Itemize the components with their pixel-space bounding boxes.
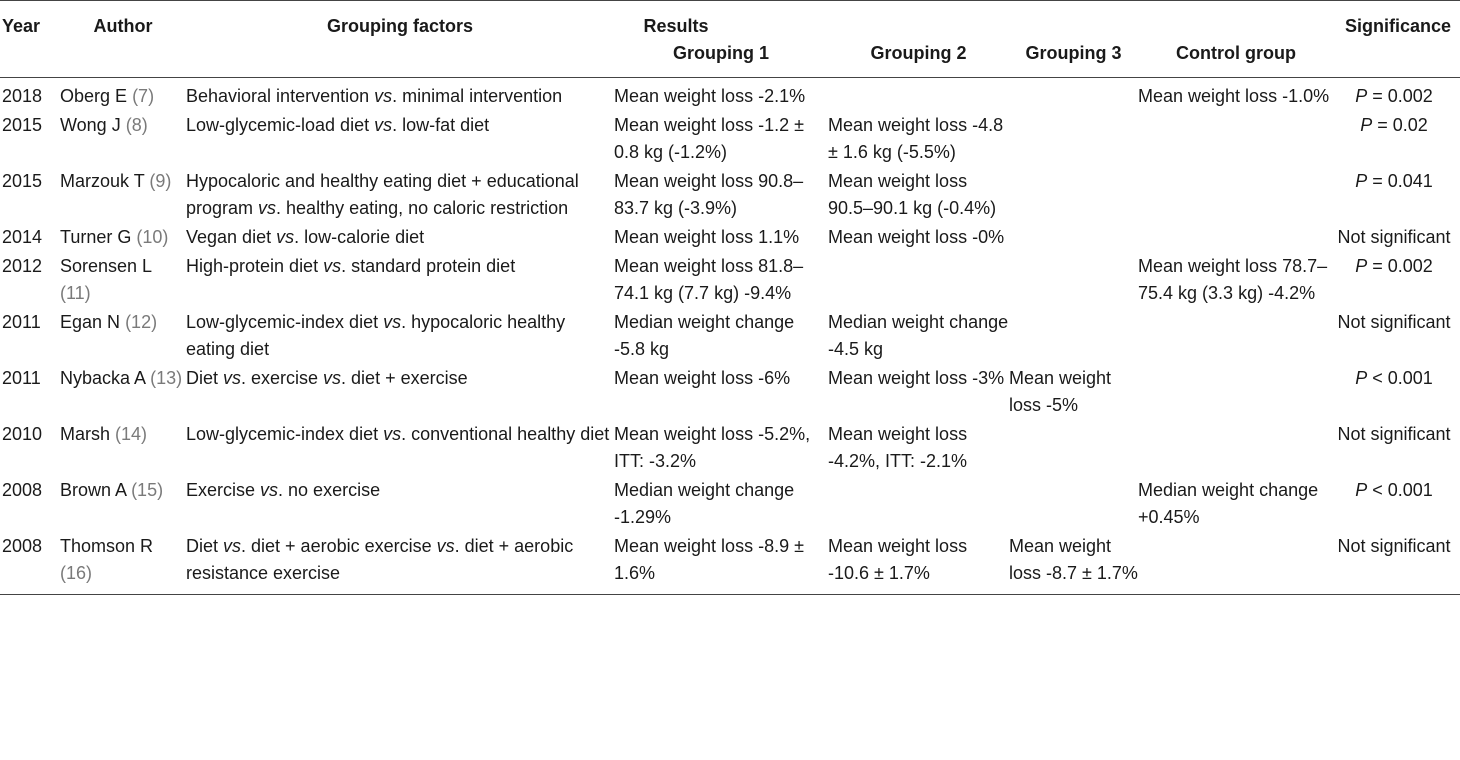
- cell-year: 2008: [0, 531, 60, 595]
- reference-link[interactable]: (11): [60, 283, 91, 303]
- cell-grouping1: Mean weight loss -2.1%: [614, 86, 806, 106]
- header-results: Results: [643, 16, 709, 36]
- factor-text: . diet + exercise: [341, 368, 468, 388]
- cell-control: [1138, 307, 1334, 363]
- cell-grouping3: [1009, 419, 1138, 475]
- cell-grouping3: [1009, 307, 1138, 363]
- table-row: [0, 419, 1460, 475]
- cell-grouping3: [1009, 166, 1138, 222]
- table-row: [0, 78, 1460, 111]
- cell-grouping-factors: [186, 363, 614, 419]
- cell-author: [60, 78, 186, 111]
- cell-significance: [1334, 531, 1460, 595]
- cell-grouping2: [828, 78, 1009, 111]
- header-year: Year: [0, 1, 60, 78]
- cell-grouping2: Mean weight loss -10.6 ± 1.7%: [828, 531, 1009, 595]
- vs-text: vs: [223, 368, 242, 388]
- cell-significance: [1334, 222, 1460, 251]
- cell-significance: [1334, 363, 1460, 419]
- p-symbol: P: [1355, 368, 1368, 388]
- cell-significance: [1334, 307, 1460, 363]
- cell-grouping2: Median weight change -4.5 kg: [828, 312, 1009, 359]
- header-control-label: Control group: [1176, 43, 1296, 63]
- cell-year: 2014: [2, 227, 43, 247]
- cell-grouping1: Mean weight loss -8.9 ± 1.6%: [614, 531, 828, 595]
- table-row: [0, 307, 1460, 363]
- factor-text: . exercise: [241, 368, 324, 388]
- p-symbol: P: [1355, 256, 1368, 276]
- cell-grouping3: Mean weight loss -8.7 ± 1.7%: [1009, 531, 1138, 595]
- cell-significance: [1334, 475, 1460, 531]
- reference-link[interactable]: (7): [132, 86, 155, 106]
- vs-text: vs: [258, 198, 277, 218]
- table-row: [0, 531, 1460, 595]
- cell-significance: [1334, 419, 1460, 475]
- cell-author: [60, 110, 186, 166]
- header-grouping2: [828, 1, 1009, 78]
- cell-grouping3: [1009, 78, 1138, 111]
- p-symbol: P: [1360, 115, 1373, 135]
- cell-grouping-factors: [186, 251, 614, 307]
- header-grouping1-label: Grouping 1: [673, 43, 769, 63]
- header-grouping-factors: Grouping factors: [186, 1, 614, 78]
- reference-link[interactable]: (10): [136, 227, 169, 247]
- reference-link[interactable]: (9): [149, 171, 172, 191]
- significance-value: < 0.001: [1367, 368, 1433, 388]
- factor-text: . diet + aerobic resistance exercise: [186, 536, 574, 583]
- cell-author: [60, 531, 186, 595]
- cell-grouping1: Mean weight loss -5.2%, ITT: -3.2%: [614, 424, 811, 471]
- factor-text: Hypocaloric and healthy eating diet + educational program: [186, 171, 579, 218]
- significance-value: Not significant: [1337, 424, 1451, 444]
- cell-grouping1: Mean weight loss -1.2 ± 0.8 kg (-1.2%): [614, 115, 804, 162]
- vs-text: vs: [223, 536, 242, 556]
- cell-grouping3: [1009, 251, 1138, 307]
- cell-author: [60, 363, 186, 419]
- author-name: Turner G: [60, 227, 132, 247]
- factor-text: . low-fat diet: [392, 115, 490, 135]
- cell-significance: [1334, 110, 1460, 166]
- factor-text: Low-glycemic-load diet: [186, 115, 375, 135]
- table-row: [0, 363, 1460, 419]
- header-grouping3: [1009, 1, 1138, 78]
- significance-value: Not significant: [1337, 536, 1451, 556]
- factor-text: . low-calorie diet: [294, 227, 425, 247]
- vs-text: vs: [374, 86, 393, 106]
- reference-link[interactable]: (8): [125, 115, 148, 135]
- cell-grouping2: Mean weight loss -4.2%, ITT: -2.1%: [828, 424, 968, 471]
- cell-grouping2: Mean weight loss -3%: [828, 368, 1005, 388]
- cell-author: [60, 222, 186, 251]
- table-row: [0, 166, 1460, 222]
- factor-text: . healthy eating, no caloric restriction: [276, 198, 569, 218]
- cell-grouping2: [828, 475, 1009, 531]
- cell-year: 2010: [2, 424, 43, 444]
- header-row: [0, 1, 1460, 78]
- p-symbol: P: [1355, 86, 1368, 106]
- author-name: Nybacka A: [60, 368, 146, 388]
- table-row: [0, 251, 1460, 307]
- vs-text: vs: [276, 227, 295, 247]
- reference-link[interactable]: (12): [125, 312, 158, 332]
- cell-grouping1: Mean weight loss 81.8–74.1 kg (7.7 kg) -9.4%: [614, 256, 804, 303]
- author-name: Wong J: [60, 115, 121, 135]
- cell-grouping2: [828, 251, 1009, 307]
- cell-grouping3: Mean weight loss -5%: [1009, 368, 1112, 415]
- cell-control: [1138, 222, 1334, 251]
- factor-text: Low-glycemic-index diet: [186, 312, 384, 332]
- cell-significance: [1334, 251, 1460, 307]
- header-grouping3-label: Grouping 3: [1025, 43, 1122, 63]
- author-name: Egan N: [60, 312, 121, 332]
- cell-control: [1138, 419, 1334, 475]
- author-name: Sorensen L: [60, 256, 152, 276]
- vs-text: vs: [260, 480, 279, 500]
- cell-grouping3: [1009, 222, 1138, 251]
- vs-text: vs: [374, 115, 393, 135]
- significance-value: = 0.002: [1367, 256, 1433, 276]
- factor-text: High-protein diet: [186, 256, 324, 276]
- cell-grouping-factors: [186, 307, 614, 363]
- table-row: [0, 110, 1460, 166]
- cell-control: [1138, 363, 1334, 419]
- header-control: [1138, 1, 1334, 78]
- cell-year: 2011: [2, 368, 41, 388]
- p-symbol: P: [1355, 480, 1368, 500]
- cell-author: [60, 251, 186, 307]
- factor-text: . conventional healthy diet: [401, 424, 610, 444]
- cell-significance: [1334, 78, 1460, 111]
- cell-control: Mean weight loss -1.0%: [1138, 86, 1330, 106]
- cell-grouping1: Median weight change -1.29%: [614, 480, 795, 527]
- significance-value: = 0.041: [1367, 171, 1433, 191]
- reference-link[interactable]: (13): [150, 368, 183, 388]
- cell-year: 2018: [2, 86, 43, 106]
- reference-link[interactable]: (14): [115, 424, 148, 444]
- cell-control: Mean weight loss 78.7–75.4 kg (3.3 kg) -4.2%: [1138, 256, 1328, 303]
- cell-grouping2: Mean weight loss 90.5–90.1 kg (-0.4%): [828, 171, 997, 218]
- factor-text: . hypocaloric healthy eating diet: [186, 312, 566, 359]
- cell-grouping-factors: [186, 419, 614, 475]
- header-significance: Significance: [1334, 1, 1460, 78]
- factor-text: . standard protein diet: [341, 256, 516, 276]
- cell-year: 2012: [2, 256, 43, 276]
- cell-grouping3: [1009, 110, 1138, 166]
- cell-grouping-factors: [186, 78, 614, 111]
- factor-text: Low-glycemic-index diet: [186, 424, 384, 444]
- vs-text: vs: [383, 312, 402, 332]
- cell-control: [1138, 166, 1334, 222]
- cell-grouping1: Mean weight loss 1.1%: [614, 227, 800, 247]
- cell-author: [60, 307, 186, 363]
- header-author: Author: [60, 1, 186, 78]
- vs-text: vs: [323, 256, 342, 276]
- p-symbol: P: [1355, 171, 1368, 191]
- author-name: Brown A: [60, 480, 127, 500]
- cell-grouping1: Mean weight loss 90.8–83.7 kg (-3.9%): [614, 171, 804, 218]
- significance-value: Not significant: [1337, 312, 1451, 332]
- cell-significance: [1334, 166, 1460, 222]
- factor-text: . no exercise: [278, 480, 381, 500]
- vs-text: vs: [323, 368, 342, 388]
- cell-grouping1: Median weight change -5.8 kg: [614, 312, 795, 359]
- author-name: Thomson R: [60, 536, 154, 556]
- factor-text: Behavioral intervention: [186, 86, 375, 106]
- significance-value: < 0.001: [1367, 480, 1433, 500]
- cell-author: [60, 166, 186, 222]
- factor-text: Diet: [186, 536, 224, 556]
- cell-grouping-factors: [186, 222, 614, 251]
- author-name: Oberg E: [60, 86, 128, 106]
- cell-control: [1138, 110, 1334, 166]
- significance-value: Not significant: [1337, 227, 1451, 247]
- factor-text: . diet + aerobic exercise: [241, 536, 437, 556]
- cell-grouping-factors: [186, 110, 614, 166]
- cell-grouping-factors: [186, 166, 614, 222]
- significance-value: = 0.02: [1372, 115, 1428, 135]
- vs-text: vs: [436, 536, 455, 556]
- factor-text: Diet: [186, 368, 224, 388]
- significance-value: = 0.002: [1367, 86, 1433, 106]
- header-grouping2-label: Grouping 2: [870, 43, 967, 63]
- table-row: [0, 475, 1460, 531]
- cell-author: [60, 419, 186, 475]
- cell-year: 2015: [2, 115, 43, 135]
- factor-text: Exercise: [186, 480, 261, 500]
- cell-grouping2: Mean weight loss -0%: [828, 227, 1005, 247]
- cell-control: Median weight change +0.45%: [1138, 480, 1319, 527]
- cell-author: [60, 475, 186, 531]
- reference-link[interactable]: (16): [60, 563, 93, 583]
- header-grouping1: [614, 1, 828, 78]
- vs-text: vs: [383, 424, 402, 444]
- cell-year: 2008: [2, 480, 43, 500]
- author-name: Marzouk T: [60, 171, 145, 191]
- factor-text: Vegan diet: [186, 227, 277, 247]
- table-row: [0, 222, 1460, 251]
- cell-year: 2015: [2, 171, 43, 191]
- cell-grouping1: Mean weight loss -6%: [614, 368, 791, 388]
- cell-control: [1138, 531, 1334, 595]
- factor-text: . minimal intervention: [392, 86, 563, 106]
- author-name: Marsh: [60, 424, 111, 444]
- cell-grouping-factors: [186, 531, 614, 595]
- cell-grouping-factors: [186, 475, 614, 531]
- reference-link[interactable]: (15): [131, 480, 164, 500]
- cell-grouping3: [1009, 475, 1138, 531]
- cell-grouping2: Mean weight loss -4.8 ± 1.6 kg (-5.5%): [828, 115, 1004, 162]
- cell-year: 2011: [2, 312, 41, 332]
